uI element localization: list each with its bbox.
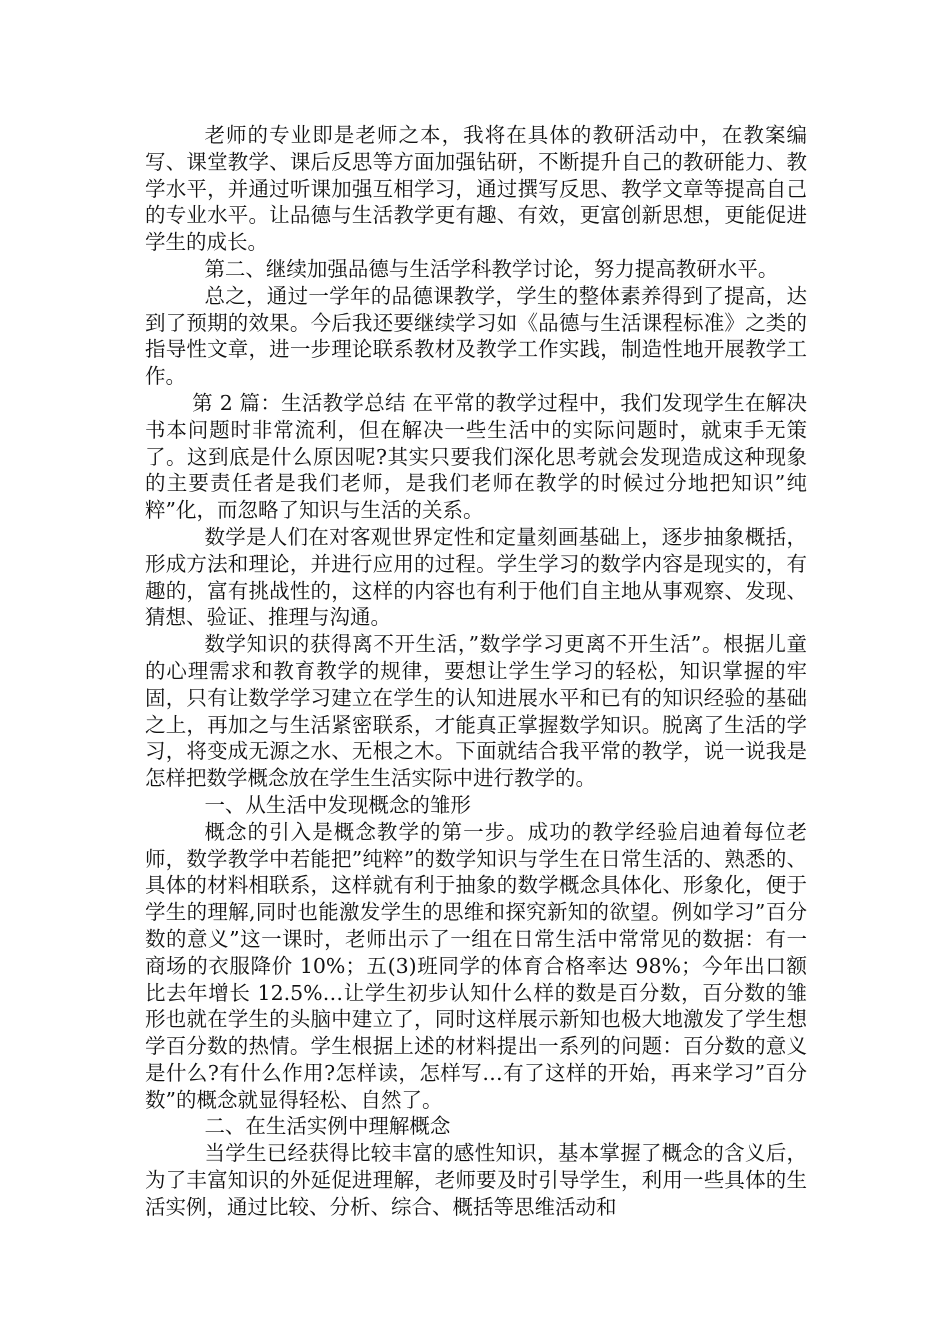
paragraph-professional-development: 老师的专业即是老师之本，我将在具体的教研活动中，在教案编写、课堂教学、课后反思等方面加强钻研，不断提升自己的教研能力、教学水平，并通过听课加强互相学习，通过撰写反思、教学文章等提高自己的专业水平。让品德与生活教学更有趣、有效，更富创新思想，更能促进学生的成长。: [145, 123, 807, 255]
paragraph-math-definition: 数学是人们在对客观世界定性和定量刻画基础上，逐步抽象概括，形成方法和理论，并进行应用的过程。学生学习的数学内容是现实的，有趣的，富有挑战性的，这样的内容也有利于他们自主地从事观察、发现、猜想、验证、推理与沟通。: [145, 524, 807, 630]
section-heading-1: 一、从生活中发现概念的雏形: [204, 792, 471, 817]
paragraph-article-2-intro: 第 2 篇：生活教学总结 在平常的教学过程中，我们发现学生在解决书本问题时非常流利，但在解决一些生活中的实际问题时，就束手无策了。这到底是什么原因呢?其实只要我们深化思考就会发现造成这种现象的主要责任者是我们老师，是我们老师在教学的时候过分地把知识”纯粹”化，而忽略了知识与生活的关系。: [145, 390, 807, 523]
paragraph-concept-introduction: 概念的引入是概念教学的第一步。成功的教学经验启迪着每位老师，数学教学中若能把”纯粹”的数学知识与学生在日常生活的、熟悉的、具体的材料相联系，这样就有利于抽象的数学概念具体化、形象化，便于学生的理解,同时也能激发学生的思维和探究新知的欲望。例如学习”百分数的意义”这一课时，老师出示了一组在日常生活中常常见的数据：有一商场的衣服降价 10%；五(3)班同学的体育合格率达 98%；今年出口额比去年增长 12.5%…让学生初步认知什么样的数是百分数，百分数的雏形也就在学生的头脑中建立了，同时这样展示新知也极大地激发了学生想学百分数的热情。学生根据上述的材料提出一系列的问题：百分数的意义是什么?有什么作用?怎样读，怎样写…有了这样的开始，再来学习”百分数”的概念就显得轻松、自然了。: [145, 819, 807, 1112]
paragraph-summary: 总之，通过一学年的品德课教学，学生的整体素养得到了提高，达到了预期的效果。今后我还要继续学习如《品德与生活课程标准》之类的指导性文章，进一步理论联系教材及教学工作实践，制造性地开展教学工作。: [145, 283, 807, 389]
paragraph-math-and-life: 数学知识的获得离不开生活，”数学学习更离不开生活”。根据儿童的心理需求和教育教学的规律，要想让学生学习的轻松，知识掌握的牢固，只有让数学学习建立在学生的认知进展水平和已有的知识经验的基础之上，再加之与生活紧密联系，才能真正掌握数学知识。脱离了生活的学习，将变成无源之水、无根之木。下面就结合我平常的教学，说一说我是怎样把数学概念放在学生生活实际中进行教学的。: [145, 632, 807, 791]
section-heading-2: 二、在生活实例中理解概念: [204, 1114, 451, 1139]
paragraph-concept-understanding: 当学生已经获得比较丰富的感性知识，基本掌握了概念的含义后，为了丰富知识的外延促进理解，老师要及时引导学生，利用一些具体的生活实例，通过比较、分析、综合、概括等思维活动和: [145, 1141, 807, 1219]
document-page: [145, 122, 807, 1221]
paragraph-second-point: 第二、继续加强品德与生活学科教学讨论，努力提高教研水平。: [204, 256, 779, 281]
